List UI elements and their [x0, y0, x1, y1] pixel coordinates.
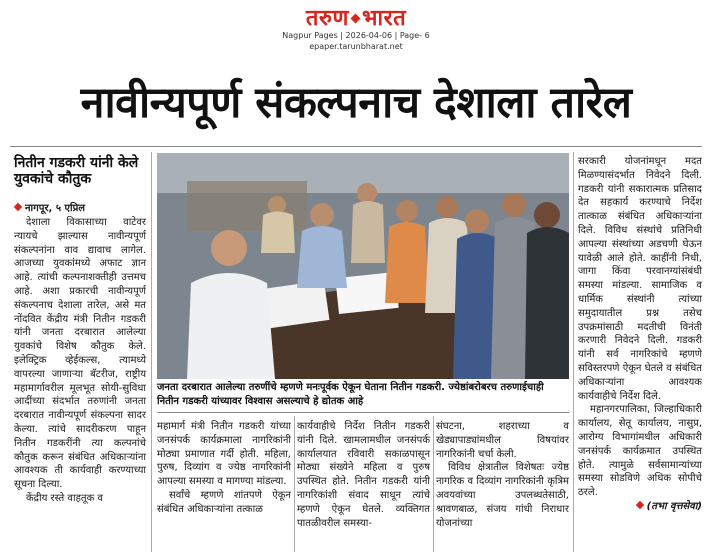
- photo-illustration: [157, 153, 569, 379]
- article-column-2: [157, 420, 291, 517]
- column-2-paragraph-2: सर्वांचे म्हणणे शांतपणे ऐकून संबंधित अधिकाऱ्यांना तत्काळ: [157, 489, 291, 515]
- article-column-1: [14, 216, 146, 506]
- article-column-4: [436, 420, 569, 530]
- caption-divider: [157, 412, 569, 413]
- column-1-paragraph-2: केंद्रीय रस्ते वाहतूक व: [26, 492, 103, 504]
- column-5-paragraph-2: महानगरपालिका, जिल्हाधिकारी कार्यालय, सेतू कार्यालय, नासुप्र, आरोग्य विभागांमधील अधिकारी जनसंपर्क कार्यक्रमात उपस्थित होते. त्यामुळे सर्वसामान्यांच्या समस्या सोडविणे अधिक सोपीचे ठरले.: [578, 404, 702, 499]
- photo-caption: जनता दरबारात आलेल्या तरुणींचे म्हणणे मनःपूर्वक ऐकून घेताना नितीन गडकरी. ज्येष्ठांबरोबरच तरुणाईचाही नितीन गडकरी यांच्यावर विश्वास असल्याचे हे द्योतक आहे: [157, 382, 544, 407]
- headline: नावीन्यपूर्ण संकल्पनाच देशाला तारेल: [80, 78, 632, 128]
- masthead: [0, 6, 712, 52]
- news-credit: (तभा वृत्तसेवा): [646, 500, 702, 512]
- newspaper-logo: [0, 6, 712, 30]
- subhead: नितीन गडकरी यांनी केले युवकांचे कौतुक: [14, 155, 139, 187]
- news-photo: [157, 153, 569, 379]
- column-divider: [433, 416, 434, 552]
- column-2-paragraph: महामार्ग मंत्री नितीन गडकरी यांच्या जनसंपर्क कार्यक्रमाला नागरिकांनी मोठ्या प्रमाणात गर्दी होती. महिला, पुरुष, दिव्यांग व ज्येष्ठ नागरिकांनी आपल्या समस्या व मागण्या मांडल्या.: [157, 421, 291, 488]
- column-4-paragraph: संघटना, शहराच्या व खेड्यापाड्यांमधील विषयांवर नागरिकांनी चर्चा केली.: [436, 421, 569, 460]
- column-3-paragraph: कार्यवाहीचे निर्देश नितीन गडकरी यांनी दिले. खामलामधील जनसंपर्क कार्यालयात रविवारी सकाळपासून मोठ्या संख्येने महिला व पुरुष उपस्थित होते. नितीन गडकरी यांनी नागरिकांशी संवाद साधून त्यांचे म्हणणे ऐकून घेतले. व्यक्तिगत पातळीवरील समस्या-: [297, 421, 430, 529]
- logo-left-text: तरुण: [305, 5, 349, 31]
- article-column-3: [297, 420, 430, 530]
- column-divider: [573, 152, 574, 552]
- edition-meta: Nagpur Pages | 2026-04-06 | Page- 6: [282, 31, 430, 40]
- diamond-icon: [351, 14, 361, 24]
- logo-right-text: भारत: [361, 5, 407, 31]
- column-5-paragraph: सरकारी योजनांमधून मदत मिळण्यासंदर्भात निवेदने दिली. गडकरी यांनी सकारात्मक प्रतिसाद देत सहकार्य करण्याचे निर्देश तात्काळ संबंधित अधिकाऱ्यांना दिले. विविध संस्थांचे प्रतिनिधी आपल्या संस्थांच्या अडचणी घेऊन यावेळी आले होते. काहींनी निधी, जागा किंवा परवानग्यांसंबंधी समस्या मांडल्या. सामाजिक व धार्मिक संस्थांनी त्यांच्या समुदायातील प्रश्न तसेच उपक्रमांसाठी मदतीची विनंती करणारी निवेदने दिली. गडकरी यांनी सर्व नागरिकांचे म्हणणे सविस्तरपणे ऐकून घेतले व संबंधित अधिकाऱ्यांना आवश्यक कार्यवाहीचे निर्देश दिले.: [578, 156, 702, 402]
- column-1-paragraph: देशाला विकासाच्या वाटेवर न्यायचे झाल्यास नावीन्यपूर्ण संकल्पनांना वाव द्यावाच लागेल. आजच्या युवकांमध्ये अफाट ज्ञान आहे. त्यांची कल्पनाशक्तीही उत्तमच आहे. अशा प्रकारची नावीन्यपूर्ण संकल्पनाच देशाला तारेल, असे मत नोंदवित केंद्रीय मंत्री नितीन गडकरी यांनी जनता दरबारात आलेल्या युवकांचे विशेष कौतुक केले. इलेक्ट्रिक व्हेईकल्स, त्यामध्ये वापरल्या जाणाऱ्या बॅटरीज, राष्ट्रीय महामार्गावरील मूलभूत सोयी-सुविधा आदींच्या संदर्भात तरुणांनी जनता दरबारात नावीन्यपूर्ण संकल्पना सादर केल्या. त्यांचे सादरीकरण पाहून नितीन गडकरींनी त्या कल्पनांचे कौतुक करून संबंधित अधिकाऱ्यांना आवश्यक ती कार्यवाही करण्याच्या सूचना दिल्या.: [14, 217, 146, 491]
- website-link[interactable]: epaper.tarunbharat.net: [309, 42, 403, 51]
- dateline: [14, 200, 85, 214]
- bullet-icon: [14, 203, 22, 211]
- article-column-5: [578, 155, 702, 514]
- bullet-icon: [635, 501, 643, 509]
- column-divider: [294, 416, 295, 552]
- column-divider: [151, 152, 152, 552]
- dateline-text: नागपूर, ५ एप्रिल: [25, 203, 86, 214]
- headline-divider: [10, 146, 702, 147]
- column-4-paragraph-2: विविध क्षेत्रातील विशेषतः ज्येष्ठ नागरिक व दिव्यांग नागरिकांनी कृत्रिम अवयवांच्या उपलब्धतेसाठी, श्रावणबाळ, संजय गांधी निराधार योजनांच्या: [436, 462, 569, 529]
